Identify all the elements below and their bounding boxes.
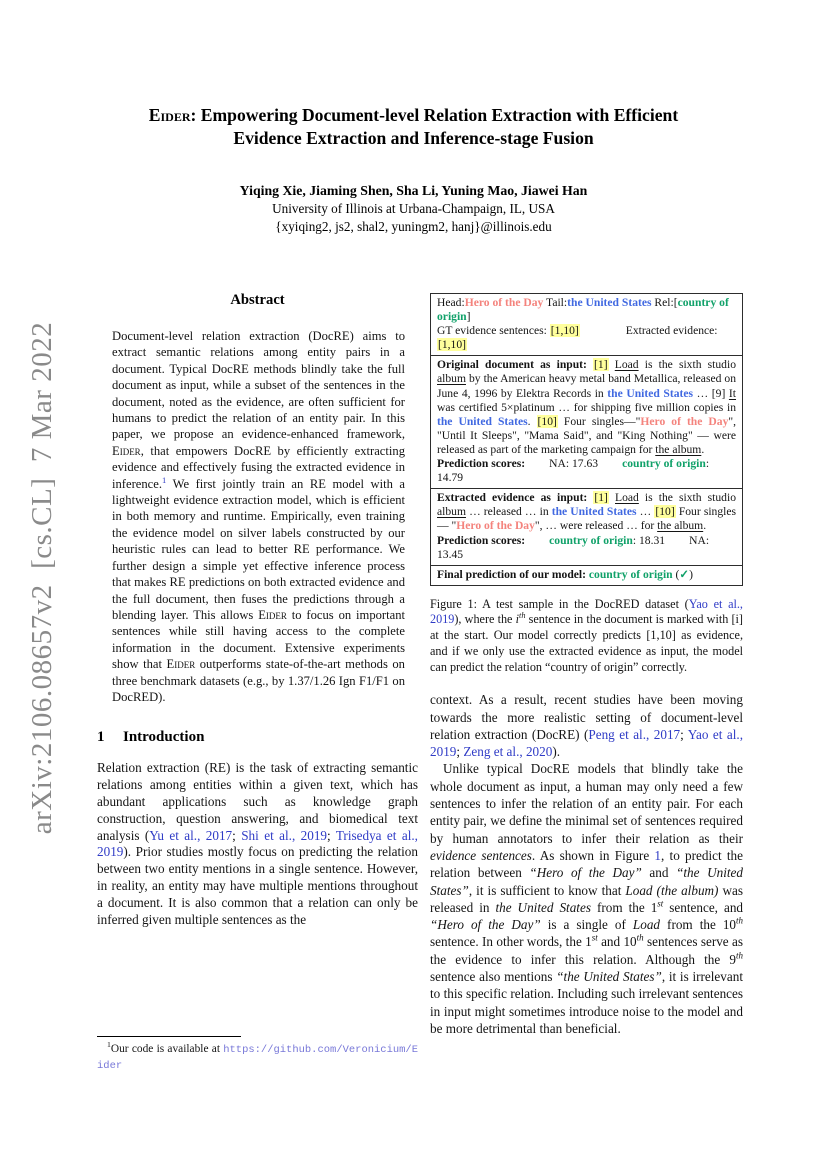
text-segment: Rel:[ [651, 296, 678, 309]
text-segment: [1,10] [550, 324, 579, 338]
text-segment: sentence, and [663, 899, 744, 915]
text-segment: Tail: [543, 296, 568, 309]
text-segment: country of origin [549, 533, 633, 547]
text-segment: “the United States” [430, 865, 743, 898]
figure-final-prediction-section [431, 565, 742, 585]
text-segment: , that empowers DocRE by efficiently extracting evidence and effectively fusing the extracted evidence in inference. [112, 443, 405, 491]
text-segment: th [636, 933, 644, 944]
body-paragraph-2 [430, 760, 743, 1037]
text-segment: , to predict the relation between [430, 847, 743, 881]
text-segment: [1] [594, 491, 608, 505]
paper-title [60, 104, 767, 150]
text-segment: the album [655, 442, 702, 456]
text-segment: sentence. In other words, the 1 [430, 934, 592, 950]
text-segment: … [636, 505, 655, 519]
text-segment: : 14.79 [437, 457, 710, 485]
text-segment: [10] [537, 414, 557, 428]
text-segment: is the sixth studio [638, 358, 736, 372]
text-segment: ✓ [679, 567, 690, 581]
citation-link[interactable]: 1 [162, 474, 167, 485]
text-segment: … released … in [465, 505, 552, 519]
text-segment: Prediction scores: [437, 457, 526, 471]
text-segment: Load (the album) [625, 882, 719, 898]
text-segment: the United States [495, 899, 591, 915]
original-document-text [437, 358, 736, 457]
figure-1-box [430, 293, 743, 586]
text-segment: ; [327, 827, 336, 843]
text-segment: was certified 5×platinum … for shipping five million copies in [437, 400, 736, 414]
text-segment: is a single of [540, 917, 633, 933]
text-segment: outperforms state-of-the-art methods on three benchmark datasets (e.g., by 1.37/1.26 Ign F1/F1 on DocRED). [112, 657, 405, 704]
figure-1-caption [430, 597, 743, 676]
text-segment: was released in [430, 882, 743, 915]
text-segment: from the 10 [660, 917, 737, 933]
text-segment: th [519, 611, 526, 621]
text-segment: NA: 13.45 [437, 533, 710, 561]
text-segment: Eider [258, 607, 287, 622]
figure-evidence-line [437, 324, 736, 352]
text-segment: NA: 17.63 [549, 457, 599, 471]
text-segment: ). Prior studies mostly focus on predicting the relation between two entity mentions in a single sentence. However, in reality, an entity may have multiple mentions throughout a document. It is also common that a relation can only be inferred given multiple sentences as the [97, 844, 418, 927]
text-segment: Figure 1: A test sample in the DocRED dataset ( [430, 596, 689, 611]
text-segment: Original document as input: [437, 358, 594, 372]
text-segment: sentence also mentions [430, 969, 557, 985]
section-title: Introduction [123, 729, 205, 746]
text-segment: country of origin [588, 567, 673, 581]
title-line-1 [149, 105, 678, 125]
section-heading-introduction [97, 729, 418, 746]
citation-link[interactable]: Yao et al., 2019 [430, 726, 743, 760]
section-number: 1 [97, 729, 105, 746]
text-segment: Load [614, 358, 639, 372]
citation-link[interactable]: Peng et al., 2017 [588, 726, 681, 742]
text-segment: ", "Until It Sleeps", "Mama Said", and "King Nothing" — were released as part of the marketing campaign for [437, 414, 737, 456]
abstract-text [112, 328, 405, 705]
citation-link[interactable]: Yu et al., 2017 [149, 827, 233, 843]
authors-block [60, 182, 767, 235]
arxiv-watermark: arXiv:2106.08657v2 [cs.CL] 7 Mar 2022 [26, 321, 58, 835]
text-segment: album [437, 372, 466, 386]
final-prediction-line [437, 568, 736, 582]
abstract-heading: Abstract [230, 292, 285, 308]
text-segment: is the sixth studio [638, 491, 736, 505]
text-segment: Eider [166, 657, 196, 672]
text-segment: ). [552, 744, 561, 760]
body-paragraph-continuation [430, 691, 743, 760]
text-segment: Extracted evidence as input: [437, 491, 594, 505]
text-segment: [10] [655, 505, 675, 519]
extracted-evidence-text [437, 491, 736, 533]
text-segment: It [728, 386, 737, 400]
text-segment: ] [466, 310, 471, 324]
text-segment: Head: [437, 296, 465, 309]
text-segment: Document-level relation extraction (DocRE) aims to extract semantic relations among entity pairs in a document. Typical DocRE methods blindly take the full document as input, while a subset of the sentences in the document, noted as the evidence, are often sufficient for humans to predict the relation of an entity pair. In this paper, we propose an evidence-enhanced framework, [112, 329, 405, 442]
text-segment: country of origin [437, 296, 729, 324]
url-link[interactable]: https://github.com/Veronicium/Eider [97, 1044, 418, 1072]
text-segment: Unlike typical DocRE models that blindly take the whole document as input, a human may only need a few sentences to infer the relation of an entity pair. For each entity pair, we define the minimal set of sentences required by human annotators to infer their relation as their [430, 761, 743, 846]
text-segment: “Hero of the Day” [529, 865, 642, 881]
text-segment: “the United States” [556, 969, 662, 985]
text-segment: , it is irrelevant to this specific relation. Including such irrelevant sentences in input might sometimes introduce noise to the model and be more detrimental than beneficial. [430, 969, 743, 1036]
text-segment: ) [689, 567, 693, 581]
text-segment: ), where the [454, 612, 516, 627]
left-column [97, 292, 418, 928]
citation-link[interactable]: Yao et al., 2019 [430, 596, 743, 627]
text-segment: Extracted evidence: [625, 324, 718, 338]
text-segment: . As shown in Figure [531, 847, 655, 863]
text-segment: i [515, 612, 520, 627]
text-segment: Load [632, 917, 661, 933]
email-line: {xyiqing2, js2, shal2, yuningm2, hanj}@illinois.edu [275, 218, 552, 234]
text-segment: album [437, 505, 466, 519]
affiliation-line: University of Illinois at Urbana-Champaign, IL, USA [272, 201, 555, 216]
citation-link[interactable]: Zeng et al., 2020 [463, 744, 553, 760]
text-segment: . [703, 519, 707, 533]
original-prediction-scores [437, 457, 736, 485]
text-segment: and [641, 865, 677, 881]
text-segment: sentences serve as the evidence to infer this relation. Although the 9 [430, 934, 743, 967]
text-segment: Our code is available at [110, 1043, 224, 1055]
text-segment: Hero of the Day [640, 414, 729, 428]
figure-original-document-section [431, 355, 742, 488]
title-brand: Eider [148, 105, 191, 125]
text-segment: context. As a result, recent studies have been moving towards the more realistic setting of document-level relation extraction (DocRE) ( [430, 692, 743, 742]
text-segment: [1] [594, 358, 608, 372]
text-segment: : 18.31 [632, 533, 666, 547]
citation-link[interactable]: 1 [654, 847, 662, 863]
text-segment: the United States [607, 386, 694, 400]
figure-head-tail-rel-line [437, 296, 736, 324]
title-line-1-rest: : Empowering Document-level Relation Extraction with Efficient [190, 105, 679, 125]
right-column [430, 293, 743, 1037]
text-segment: GT evidence sentences: [437, 324, 550, 338]
footnote [97, 1036, 418, 1074]
text-segment: ( [672, 567, 680, 581]
text-segment: by the American heavy metal band Metallica, released on June 4, 1996 by Elektra Records in [437, 372, 736, 400]
evidence-prediction-scores [437, 534, 736, 562]
text-segment: the United States [437, 414, 528, 428]
text-segment: Four singles—" [557, 414, 641, 428]
text-segment: ; [232, 827, 242, 843]
text-segment: to focus on important sentences while still having access to the complete information in the document. Extensive experiments show that [112, 607, 405, 672]
text-segment: the album [657, 519, 704, 533]
text-segment: . [527, 414, 537, 428]
text-segment: Hero of the Day [464, 296, 544, 309]
text-segment: st [591, 933, 598, 944]
text-segment: ", … were released … for [534, 519, 658, 533]
title-line-2: Evidence Extraction and Inference-stage Fusion [233, 128, 594, 148]
text-segment: Relation extraction (RE) is the task of extracting semantic relations among entities within a given text, which has abundant applications such as knowledge graph construction, question answering, and biomedical text analysis ( [97, 760, 418, 843]
text-segment: “Hero of the Day” [430, 917, 541, 933]
text-segment: the United States [567, 296, 652, 309]
text-segment: We first jointly train an RE model with a lightweight evidence extraction model, which is efficient in both memory and runtime. Empirically, even training the evidence model on silver labels constructed by our heuristic rules can lead to better RE performance. We further design a simple yet effective inference process that makes RE predictions on both extracted evidence and the full document, then fuses the predictions through a blending layer. This allows [112, 476, 405, 622]
text-segment: st [657, 898, 664, 909]
text-segment: , it is sufficient to know that [468, 882, 626, 898]
footnote-text [97, 1042, 418, 1074]
text-segment: … [9] [693, 386, 729, 400]
text-segment: . [701, 442, 705, 456]
text-segment: Four singles — " [437, 505, 737, 533]
text-segment: Load [615, 491, 639, 505]
text-segment: evidence sentences [430, 847, 532, 863]
text-segment: Hero of the Day [456, 519, 535, 533]
text-segment: 1 [107, 1040, 111, 1050]
text-segment: from the 1 [590, 899, 658, 915]
citation-link[interactable]: Trisedya et al., 2019 [97, 827, 418, 860]
text-segment: ; [456, 744, 464, 760]
text-segment: th [736, 950, 743, 961]
text-segment: Prediction scores: [437, 533, 526, 547]
text-segment: Final prediction of our model: [437, 567, 589, 581]
text-segment: [1,10] [438, 338, 467, 352]
figure-extracted-evidence-section [431, 488, 742, 564]
intro-paragraph [97, 760, 418, 928]
figure-header-section [431, 294, 742, 355]
citation-link[interactable]: Shi et al., 2019 [241, 827, 328, 843]
authors-line: Yiqing Xie, Jiaming Shen, Sha Li, Yuning Mao, Jiawei Han [239, 183, 588, 198]
text-segment: country of origin [622, 457, 706, 471]
text-segment: sentence in the document is marked with [i] at the start. Our model correctly predicts [1,10] as evidence, and if we only use the extracted evidence as input, the model can predict the relation “country of origin” correctly. [430, 612, 743, 674]
footnote-rule [97, 1036, 241, 1037]
text-segment: ; [680, 726, 688, 742]
text-segment: and 10 [597, 934, 637, 950]
text-segment: the United States [551, 505, 637, 519]
text-segment: Eider [112, 443, 141, 458]
text-segment: th [736, 915, 743, 926]
